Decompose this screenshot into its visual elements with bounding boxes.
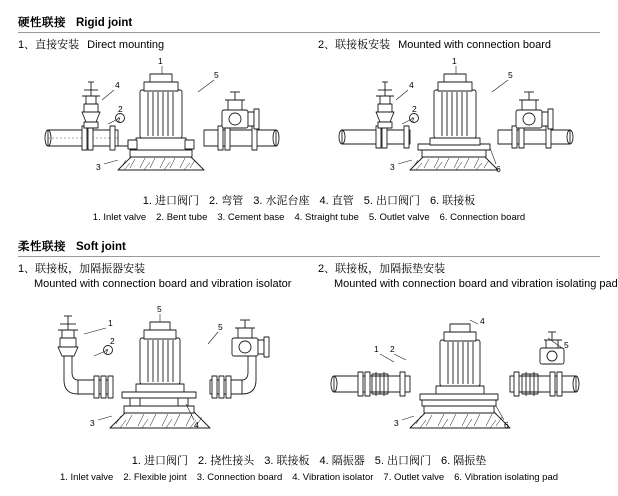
- figure-rigid-connection-board: [318, 52, 600, 182]
- callout-4: 4: [480, 316, 485, 326]
- figure-rigid-direct-mounting: [22, 52, 302, 182]
- legend-item: 6. Connection board: [439, 212, 526, 223]
- figure-caption-en: Mounted with connection board and vibration isolator: [34, 278, 292, 290]
- legend-item: 1. 进口阀门: [131, 455, 189, 467]
- figure-soft-isolating-pad: [318, 298, 600, 438]
- legend-item: 3. 水泥台座: [253, 195, 310, 207]
- callout-1: 1: [108, 318, 113, 328]
- legend-item: 3. 联接板: [264, 455, 310, 467]
- section-title-en: Soft joint: [76, 241, 126, 253]
- callout-5: 5: [214, 70, 219, 80]
- legend-item: 1. 进口阀门: [142, 195, 200, 207]
- legend-item: 3. Connection board: [196, 472, 283, 483]
- section-heading-soft: [18, 238, 126, 254]
- callout-3: 3: [394, 418, 399, 428]
- figure-drawing: [318, 52, 600, 182]
- legend-item: 5. 出口阀门: [374, 455, 431, 467]
- legend-soft-en: [0, 472, 618, 483]
- legend-item: 5. 出口阀门: [363, 195, 420, 207]
- legend-rigid-cn: [0, 192, 618, 208]
- section-title-en: Rigid joint: [76, 17, 133, 29]
- callout-1: 1: [158, 56, 163, 66]
- legend-item: 4. 隔振器: [319, 455, 365, 467]
- figure-caption-soft-1: [18, 262, 291, 292]
- legend-item: 3. Cement base: [217, 212, 285, 223]
- legend-item: 4. Vibration isolator: [292, 472, 374, 483]
- section-heading-rigid: [18, 14, 132, 30]
- callout-3: 3: [96, 162, 101, 172]
- section-divider-soft: [18, 256, 600, 257]
- callout-4: 4: [115, 80, 120, 90]
- section-divider-rigid: [18, 32, 600, 33]
- legend-item: 1. Inlet valve: [92, 212, 147, 223]
- callout-4: 4: [409, 80, 414, 90]
- figure-caption-cn: 1、直接安装: [18, 39, 80, 51]
- figure-caption-rigid-2: [318, 38, 551, 53]
- figure-caption-rigid-1: [18, 38, 164, 53]
- legend-item: 4. 直管: [319, 195, 354, 207]
- callout-2: 2: [412, 104, 417, 114]
- section-title-cn: 柔性联接: [18, 241, 66, 253]
- callout-2: 2: [390, 344, 395, 354]
- callout-2-circled: 2: [411, 118, 415, 124]
- figure-caption-en: Direct mounting: [87, 39, 165, 51]
- legend-item: 2. Flexible joint: [123, 472, 187, 483]
- callout-5: 5: [508, 70, 513, 80]
- callout-1: 1: [452, 56, 457, 66]
- legend-item: 2. 挠性接头: [198, 455, 255, 467]
- figure-drawing: [318, 298, 600, 438]
- legend-item: 2. Bent tube: [156, 212, 208, 223]
- callout-2-circled: 2: [117, 118, 121, 124]
- figure-drawing: [22, 52, 302, 182]
- legend-item: 1. Inlet valve: [59, 472, 114, 483]
- legend-rigid-en: [0, 212, 618, 223]
- callout-4: 4: [194, 420, 199, 430]
- figure-caption-soft-2: [318, 262, 618, 292]
- figure-caption-en: Mounted with connection board and vibration isolating pad: [334, 278, 618, 290]
- legend-item: 7. Outlet valve: [383, 472, 445, 483]
- callout-3: 3: [390, 162, 395, 172]
- callout-5: 5: [218, 322, 223, 332]
- figure-caption-en: Mounted with connection board: [398, 39, 552, 51]
- figure-soft-vibration-isolator: [22, 298, 304, 438]
- figure-caption-cn: 2、联接板，加隔振垫安装: [318, 263, 446, 275]
- callout-2: 2: [118, 104, 123, 114]
- legend-item: 6. 联接板: [429, 195, 476, 207]
- callout-2: 2: [110, 336, 115, 346]
- figure-drawing: [22, 298, 304, 438]
- figure-caption-cn: 2、联接板安装: [318, 39, 391, 51]
- legend-item: 4. Straight tube: [294, 212, 359, 223]
- callout-6: 6: [504, 420, 509, 430]
- callout-1: 1: [374, 344, 379, 354]
- legend-soft-cn: [0, 452, 618, 468]
- callout-5: 5: [564, 340, 569, 350]
- callout-6: 6: [496, 164, 501, 174]
- section-title-cn: 硬性联接: [18, 17, 66, 29]
- callout-3: 3: [90, 418, 95, 428]
- legend-item: 2. 弯管: [209, 195, 244, 207]
- legend-item: 6. Vibration isolating pad: [454, 472, 559, 483]
- legend-item: 6. 隔振垫: [440, 455, 487, 467]
- figure-caption-cn: 1、联接板，加隔振器安装: [18, 263, 146, 275]
- legend-item: 5. Outlet valve: [368, 212, 430, 223]
- callout-5-top: 5: [157, 304, 162, 314]
- callout-7-circled: 7: [105, 350, 109, 356]
